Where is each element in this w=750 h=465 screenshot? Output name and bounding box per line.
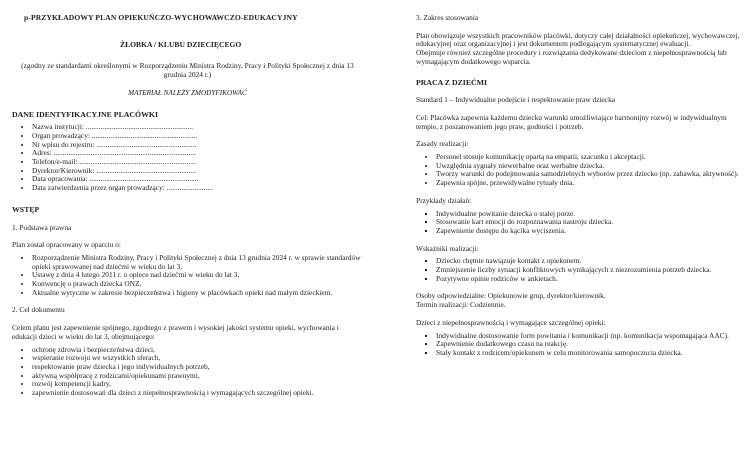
document-title: p-PRZYKŁADOWY PLAN OPIEKUŃCZO-WYCHOWAWCZO-EDUKACYJNY <box>24 13 298 22</box>
id-item: • Organ prowadzący: ......................................................... <box>32 132 365 141</box>
disability-item: ▪ Indywidualne dostosowanie form powitania i komunikacji (np. komunikacja wspomagająca AAC). <box>436 332 744 341</box>
id-heading: DANE IDENTYFIKACYJNE PLACÓWKI <box>12 109 158 119</box>
goal-item: • wspieranie rozwoju we wszystkich sferach, <box>32 354 365 363</box>
legal-item: • Konwencję o prawach dziecka ONZ, <box>32 280 365 289</box>
indicators-label: Wskaźniki realizacji: <box>416 243 479 253</box>
indicators-item: ▪ Dziecko chętnie nawiązuje kontakt z opiekunem. <box>436 257 744 266</box>
id-list <box>10 123 365 193</box>
legal-intro: Plan został opracowany w oparciu o: <box>12 240 121 250</box>
goal-text: Celem planu jest zapewnienie spójnego, zgodnego z prawem i wysokiej jakości systemu opieki, wychowania i edukacji dzieci w wieku do lat 3, obejmującego: <box>12 323 339 341</box>
rules-item: • Personel stosuje komunikację opartą na empatii, szacunku i akceptacji. <box>436 153 744 162</box>
work-heading: PRACA Z DZIEĆMI <box>416 77 488 87</box>
rules-label: Zasady realizacji: <box>416 139 469 149</box>
scope-label: 3. Zakres stosowania <box>416 13 479 22</box>
goal-item: • rozwój kompetencji kadry, <box>32 380 365 389</box>
deadline-text: Termin realizacji: Codziennie. <box>416 300 506 310</box>
id-item: • Data opracowania: ........................................................... <box>32 175 365 184</box>
rules-list <box>414 153 744 188</box>
disability-label: Dzieci z niepełnosprawnością i wymagające szczególnej opieki: <box>416 317 606 327</box>
goal-item: • aktywną współpracę z rodzicami/opiekunami prawnymi, <box>32 372 365 381</box>
legal-list <box>10 254 365 298</box>
goal-list <box>10 346 365 398</box>
indicators-list <box>414 257 744 283</box>
standard-label: Standard 1 – Indywidualne podejście i respektowanie praw dziecka <box>416 95 616 105</box>
responsible-text: Osoby odpowiedzialne: Opiekunowie grup, dyrektor/kierownik. <box>416 291 606 301</box>
intro-heading: WSTĘP <box>12 204 40 214</box>
rules-item: • Zapewnia spójne, przewidywalne rytuały dnia. <box>436 179 744 188</box>
id-item: • Adres: ............................................................................. <box>32 149 365 158</box>
id-item: • Dyrektor/Kierownik: ...................................................... <box>32 167 365 176</box>
goal-item: • ochronę zdrowia i bezpieczeństwa dzieci, <box>32 346 365 355</box>
scope-text-1: Plan obowiązuje wszystkich pracowników placówki, dotyczy całej działalności opiekuńczej, wychowawczej, edukacyjnej oraz organizacyjnej i jest dokumentem podlegającym systematycznej ewaluacji. <box>416 30 740 49</box>
examples-label: Przykłady działań: <box>416 195 472 205</box>
document-subtitle: ŻŁOBKA / KLUBU DZIECIĘCEGO <box>120 39 242 49</box>
scope-text-2: Obejmuje również szczególne procedury i rozwiązania dedykowane dzieciom z niepełnosprawnością lub wymagającym dodatkowego wsparcia. <box>416 48 727 66</box>
id-item: • Telefon/e-mail: ............................................................... <box>32 158 365 167</box>
modify-note: MATERIAŁ NALEŻY ZMODYFIKOWAĆ <box>128 88 247 97</box>
goal-item: • zapewnienie dostosowań dla dzieci z niepełnosprawnością i wymagających szczególnej opieki. <box>32 389 365 398</box>
examples-list <box>414 210 744 236</box>
rules-item: • Tworzy warunki do podejmowania samodzielnych wyborów przez dziecko (np. zabawka, aktywność). <box>436 170 744 179</box>
disability-list <box>414 332 744 358</box>
id-item: • Nazwa instytucji: .......................................................... <box>32 123 365 132</box>
legal-item: • Ustawę z dnia 4 lutego 2011 r. o opiece nad dziećmi w wieku do lat 3, <box>32 271 365 280</box>
compliance-note: (zgodny ze standardami określonymi w Rozporządzeniu Ministra Rodziny, Pracy i Polityki Społecznej z dnia 13 grudnia 2024 r.) <box>21 61 354 80</box>
id-item: • Data zatwierdzenia przez organ prowadzący: ......................... <box>32 184 365 193</box>
legal-item: • Aktualne wytyczne w zakresie bezpieczeństwa i higieny w placówkach opieki nad małym dzieckiem. <box>32 289 365 298</box>
examples-item: ▪ Zapewnienie dostępu do kącika wyciszenia. <box>436 227 744 236</box>
goal-label: 2. Cel dokumentu <box>12 305 65 315</box>
id-item: • Nr wpisu do rejestru: ...................................................... <box>32 141 365 150</box>
goal-item: • respektowanie praw dziecka i jego indywidualnych potrzeb, <box>32 363 365 372</box>
legal-item: • Rozporządzenie Ministra Rodziny, Pracy i Polityki Społecznej z dnia 13 grudnia 2024 r. w sprawie standardów opieki sprawowanej nad dziećmi w wieku do lat 3, <box>32 254 365 271</box>
left-column <box>10 0 365 398</box>
indicators-item: ▪ Pozytywne opinie rodziców w ankietach. <box>436 275 744 284</box>
right-column <box>414 0 744 358</box>
indicators-item: ▪ Zmniejszenie liczby sytuacji konfliktowych wynikających z niezrozumienia potrzeb dziecka. <box>436 266 744 275</box>
disability-item: ▪ Zapewnienie dodatkowego czasu na reakcję. <box>436 340 744 349</box>
disability-item: ▪ Stały kontakt z rodzicem/opiekunem w celu monitorowania samopoczucia dziecka. <box>436 349 744 358</box>
examples-item: ▪ Stosowanie kart emocji do rozpoznawania nastroju dziecka. <box>436 218 744 227</box>
rules-item: • Uwzględnia sygnały niewerbalne oraz werbalne dziecka. <box>436 162 744 171</box>
legal-label: 1. Podstawa prawna <box>12 222 72 232</box>
standard-goal: Cel: Placówka zapewnia każdemu dziecku warunki umożliwiające harmonijny rozwój w indywidualnym tempie, z poszanowaniem jego praw, godności i potrzeb. <box>416 112 727 131</box>
examples-item: ▪ Indywidualne powitanie dziecka o stałej porze. <box>436 210 744 219</box>
